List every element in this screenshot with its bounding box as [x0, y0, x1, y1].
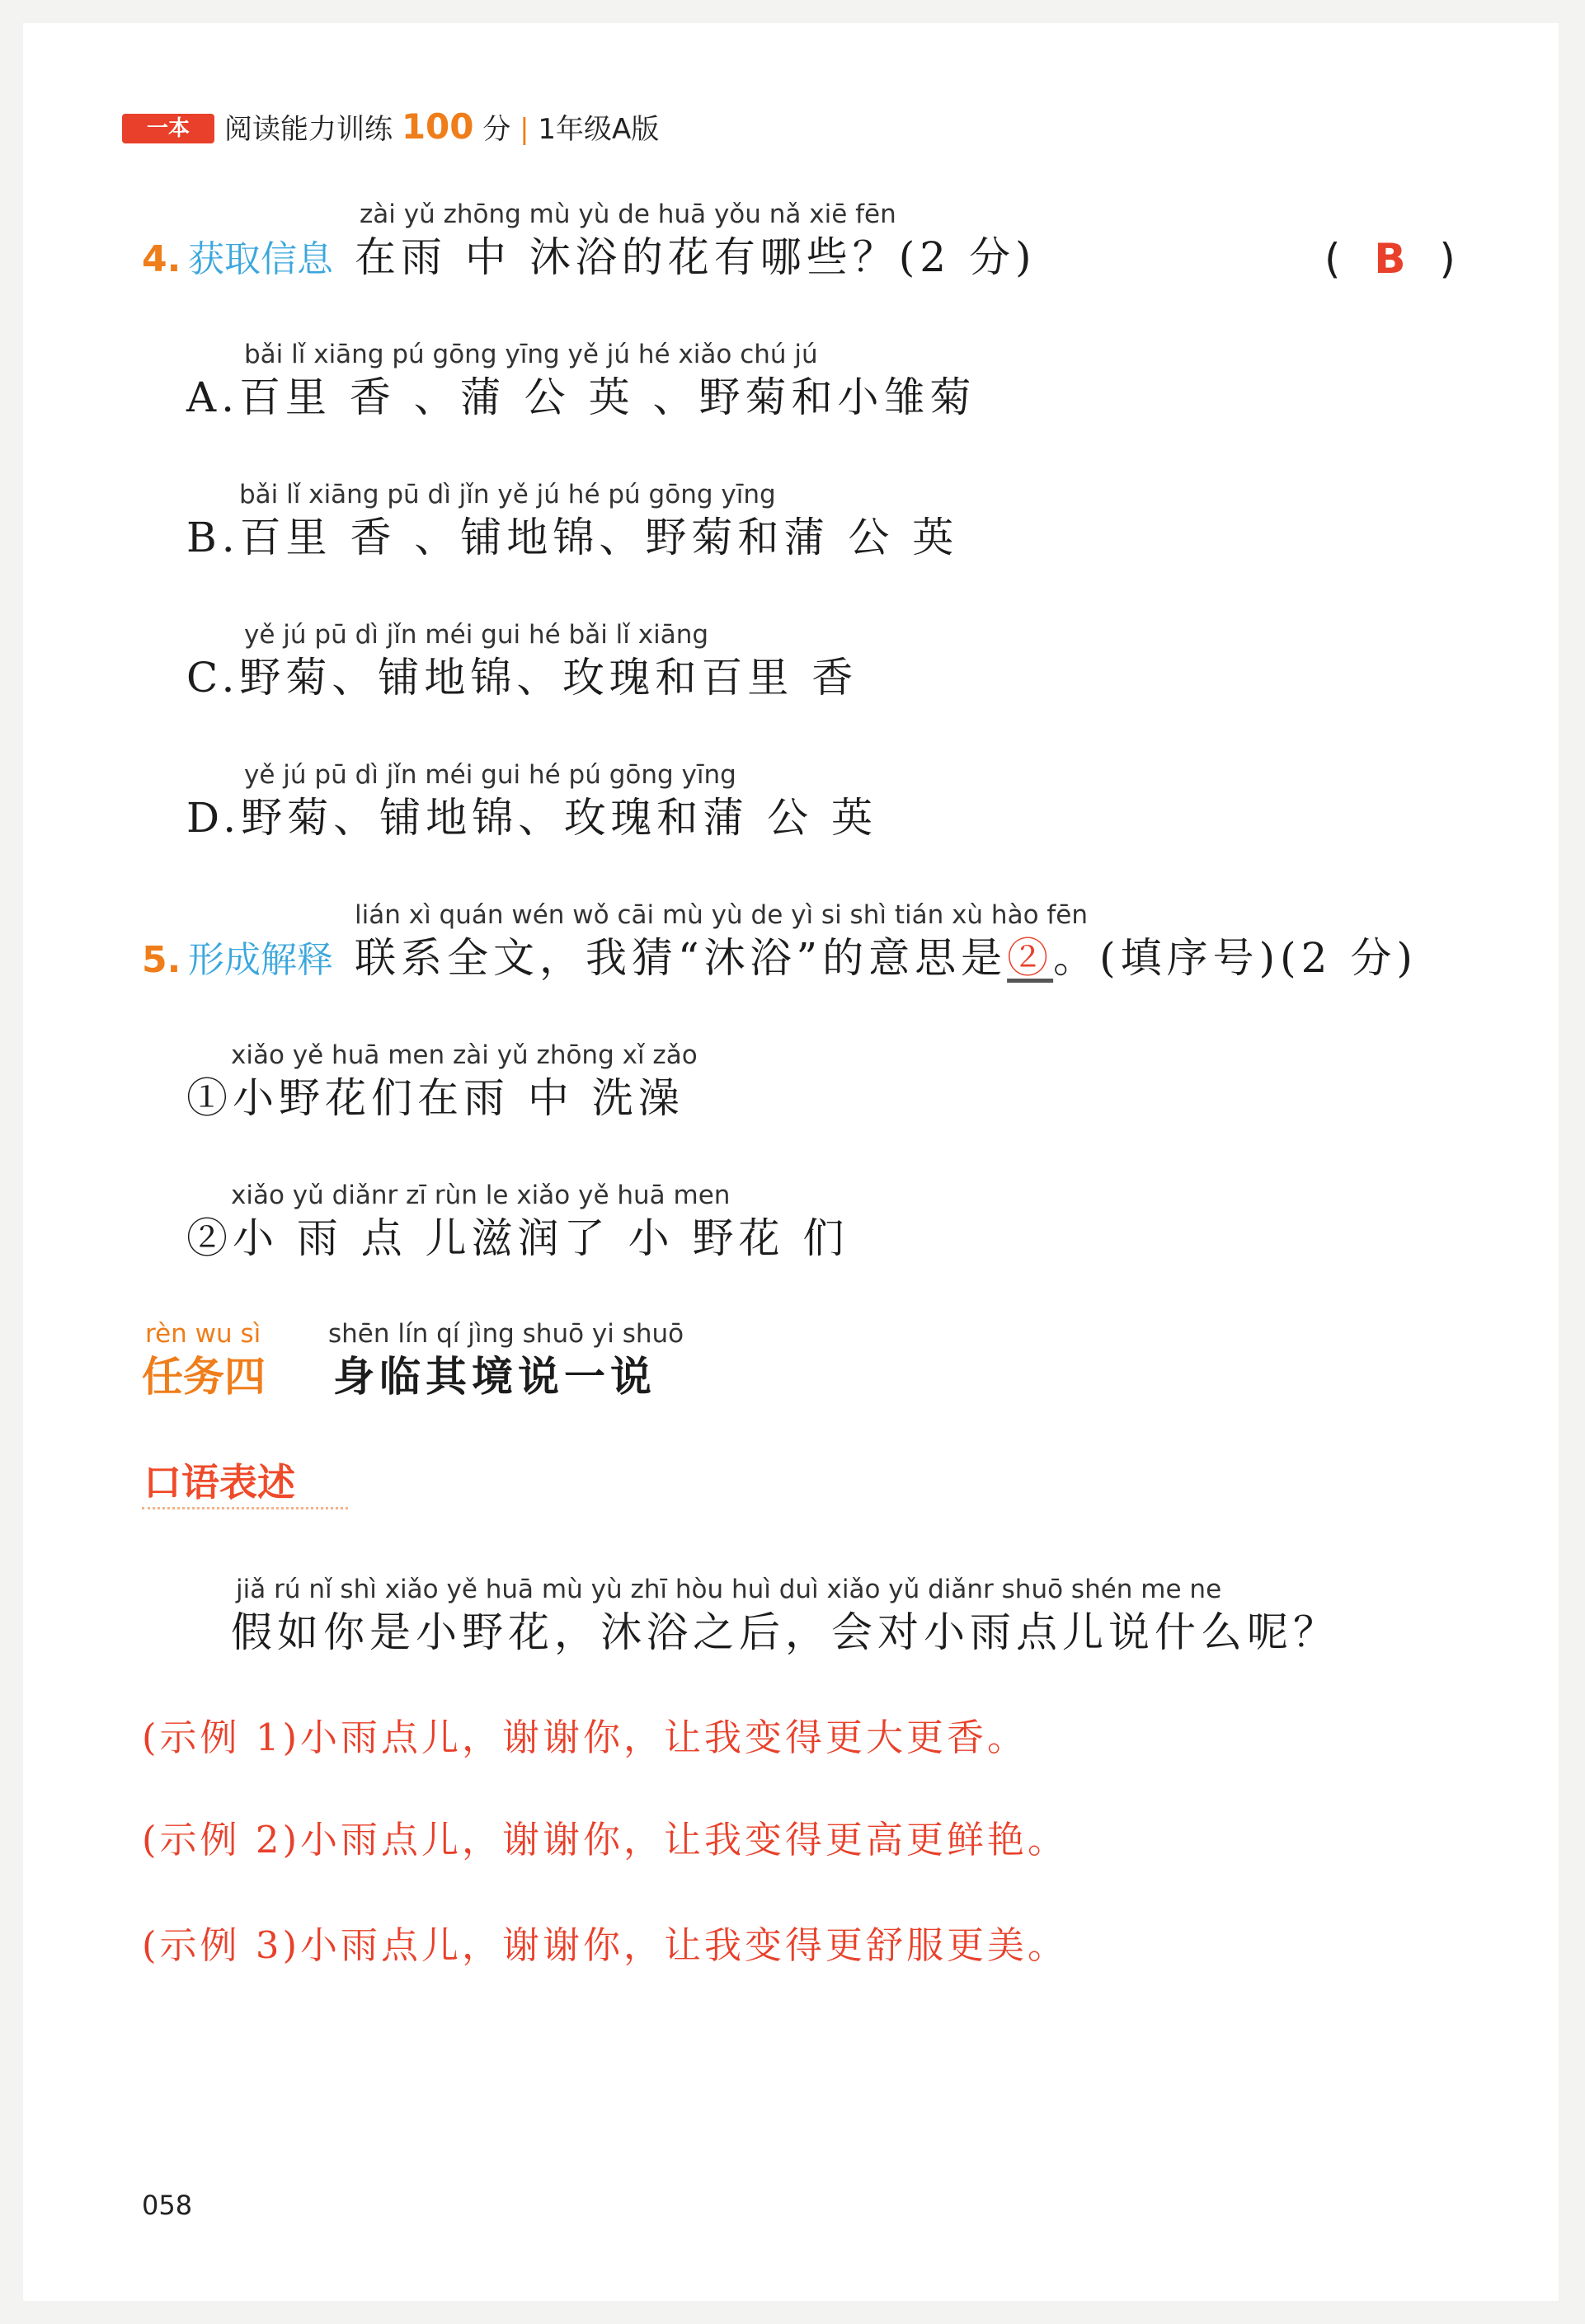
header-separator: |: [520, 113, 529, 146]
oral-answer-1: (示例 1)小雨点儿，谢谢你，让我变得更大更香。: [142, 1716, 1028, 1759]
q4-option-d: D.野菊、铺地锦、玫瑰和蒲 公 英: [186, 794, 877, 842]
q4-question: 在雨 中 沐浴的花有哪些？(2 分): [355, 233, 1037, 281]
oral-prompt: 假如你是小野花，沐浴之后，会对小雨点儿说什么呢？: [231, 1608, 1339, 1656]
q5-option-2-pinyin: xiǎo yǔ diǎnr zī rùn le xiǎo yě huā men: [231, 1181, 731, 1210]
q4-option-b: B.百里 香 、铺地锦、野菊和蒲 公 英: [186, 514, 959, 561]
oral-answer-3: (示例 3)小雨点儿，谢谢你，让我变得更舒服更美。: [142, 1923, 1069, 1967]
q5-number: 5.: [142, 939, 181, 981]
q4-answer: B: [1374, 235, 1411, 283]
q5-pinyin: lián xì quán wén wǒ cāi mù yù de yì si shì tián xù hào fēn: [355, 900, 1089, 930]
q4-option-c-pinyin: yě jú pū dì jǐn méi gui hé bǎi lǐ xiāng: [244, 620, 709, 650]
q5-option-1: ①小野花们在雨 中 洗澡: [186, 1074, 684, 1122]
oral-prompt-pinyin: jiǎ rú nǐ shì xiǎo yě huā mù yù zhī hòu huì duì xiǎo yǔ diǎnr shuō shén me ne: [236, 1575, 1222, 1604]
oral-label: 口语表述: [143, 1460, 295, 1505]
q5-option-1-pinyin: xiǎo yě huā men zài yǔ zhōng xǐ zǎo: [231, 1040, 698, 1070]
task4-name-pinyin: shēn lín qí jìng shuō yi shuō: [328, 1319, 684, 1349]
header-unit: 分: [482, 113, 511, 146]
header-score: 100: [401, 106, 474, 147]
q4-pinyin: zài yǔ zhōng mù yù de huā yǒu nǎ xiē fēn: [360, 200, 896, 229]
header: [224, 106, 660, 147]
task4-title: 任务四: [142, 1353, 266, 1401]
task4-title-pinyin: rèn wu sì: [145, 1319, 261, 1349]
q4-tag: 获取信息: [188, 238, 333, 280]
q4-number: 4.: [142, 238, 181, 280]
header-edition: 1年级A版: [538, 113, 660, 146]
q4-option-c: C.野菊、铺地锦、玫瑰和百里 香: [186, 654, 858, 702]
q4-answer-bracket: ( B ): [1324, 235, 1460, 283]
q4-option-a-pinyin: bǎi lǐ xiāng pú gōng yīng yě jú hé xiǎo chú jú: [244, 340, 818, 369]
q4-option-a: A.百里 香 、蒲 公 英 、野菊和小雏菊: [186, 373, 976, 421]
q4-option-d-pinyin: yě jú pū dì jǐn méi gui hé pú gōng yīng: [244, 760, 736, 790]
task4-name: 身临其境说一说: [333, 1353, 656, 1401]
q5-question: 联系全文，我猜“沐浴”的意思是②。(填序号)(2 分): [355, 934, 1418, 982]
q5-answer: ②: [1007, 934, 1054, 982]
brand-logo: 一本: [122, 114, 214, 143]
q5-tag: 形成解释: [188, 939, 333, 981]
header-title: 阅读能力训练: [224, 113, 393, 146]
oral-label-underline: [142, 1507, 348, 1509]
page-number: 058: [142, 2190, 193, 2221]
oral-answer-2: (示例 2)小雨点儿，谢谢你，让我变得更高更鲜艳。: [142, 1818, 1069, 1862]
q5-option-2: ②小 雨 点 儿滋润了 小 野花 们: [186, 1214, 849, 1262]
q4-option-b-pinyin: bǎi lǐ xiāng pū dì jǐn yě jú hé pú gōng yīng: [239, 480, 776, 509]
